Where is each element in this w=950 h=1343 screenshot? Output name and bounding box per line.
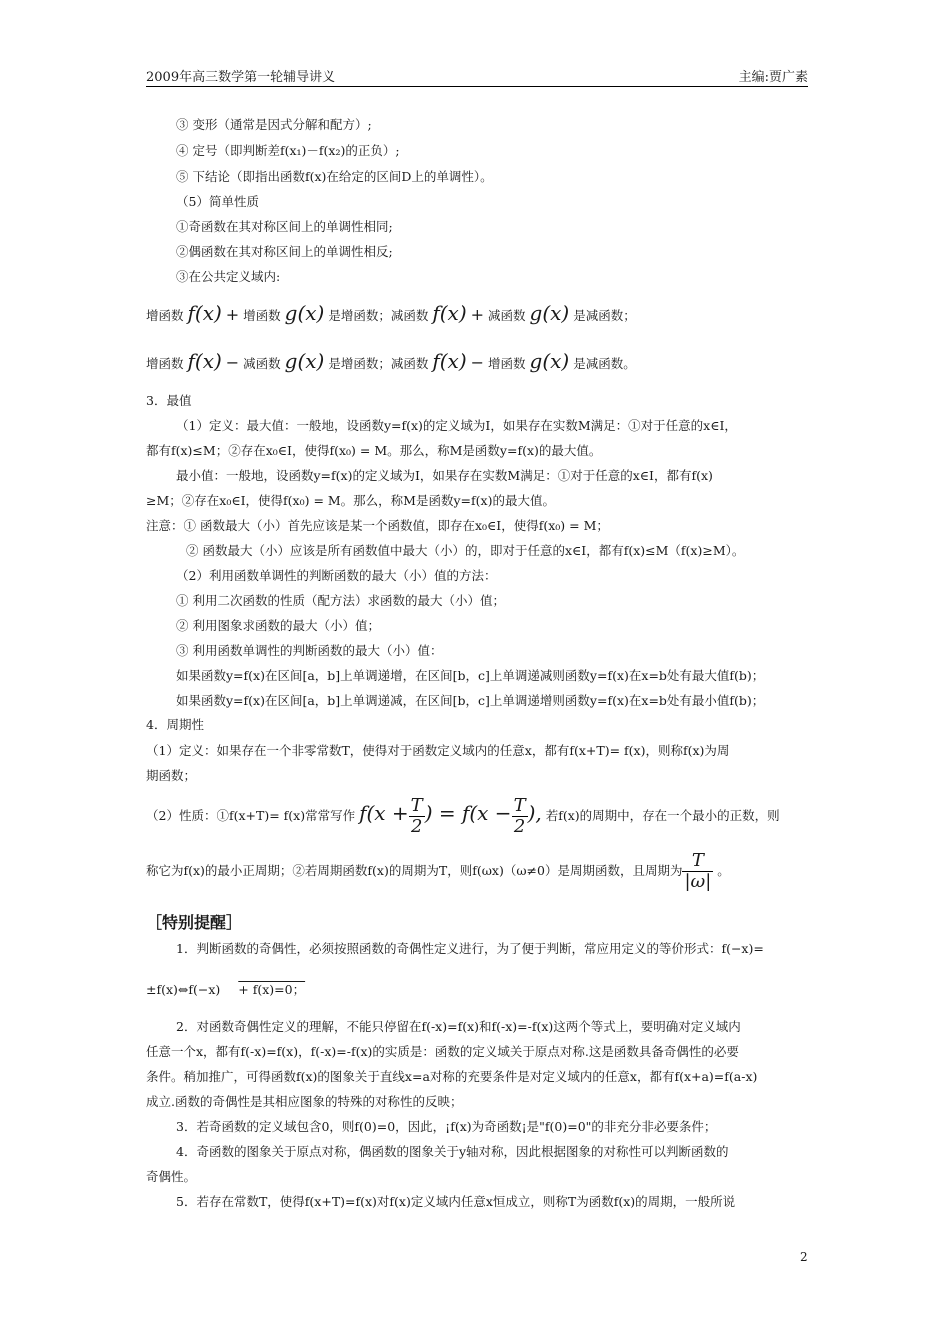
property-3: ③在公共定义域内: — [176, 269, 281, 284]
tip-3: 3．若奇函数的定义域包含0，则f(0)=0，因此，¡f(x)为奇函数¡是"f(0)=0"的非充分非必要条件； — [176, 1119, 717, 1134]
method-heading: （2）利用函数单调性的判断函数的最大（小）值的方法： — [176, 568, 497, 583]
tip-2-line3: 条件。稍加推广，可得函数f(x)的图象关于直线x=a对称的充要条件是对定义域内的任意x，都有f(x+a)=f(a-x) — [146, 1069, 758, 1084]
section-periodicity: 4．周期性 — [146, 717, 204, 732]
simple-properties-heading: （5）简单性质 — [176, 194, 259, 209]
note-1: 注意：① 函数最大（小）首先应该是某一个函数值，即存在x₀∈I，使得f(x₀) = M； — [146, 518, 609, 533]
method-3: ③ 利用函数单调性的判断函数的最大（小）值： — [176, 643, 443, 658]
period-property: （2）性质：①f(x+T)= f(x)常常写作 f(x + $\frac{T}{2}$ ) = f(x − $\frac{T}{2}$ ), 若f(x)的周期中，存在一个最小的正数，则 — [146, 795, 780, 837]
period-def-2: 期函数； — [146, 768, 197, 783]
max-case: 如果函数y=f(x)在区间[a，b]上单调递增，在区间[b，c]上单调递减则函数y=f(x)在x=b处有最大值f(b)； — [176, 668, 765, 683]
method-1: ① 利用二次函数的性质（配方法）求函数的最大（小）值； — [176, 593, 505, 608]
tip-2: 2．对函数奇偶性定义的理解，不能只停留在f(-x)=f(x)和f(-x)=-f(x)这两个等式上，要明确对定义域内 — [176, 1019, 741, 1034]
tip-5: 5．若存在常数T，使得f(x+T)=f(x)对f(x)定义域内任意x恒成立，则称T为函数f(x)的周期，一般所说 — [176, 1194, 736, 1209]
special-reminder-title: ［特别提醒］ — [146, 913, 243, 932]
fraction-t-over-2: $\frac{T}{2}$ — [410, 795, 423, 837]
min-case: 如果函数y=f(x)在区间[a，b]上单调递减，在区间[b，c]上单调递增则函数y=f(x)在x=b处有最小值f(b)； — [176, 693, 765, 708]
fraction-t-over-2b: $\frac{T}{2}$ — [513, 795, 526, 837]
tip-4-cont: 奇偶性。 — [146, 1169, 197, 1184]
page-header — [146, 64, 808, 87]
tip-2-line2: 任意一个x，都有f(-x)=f(x)，f(-x)=-f(x)的实质是：函数的定义域关于原点对称.这是函数具备奇偶性的必要 — [146, 1044, 739, 1059]
min-def-1: 最小值：一般地，设函数y=f(x)的定义域为I，如果存在实数M满足：①对于任意的x∈I，都有f(x) — [176, 468, 713, 483]
min-period-line: 称它为f(x)的最小正周期；②若周期函数f(x)的周期为T，则f(ωx)（ω≠0）是周期函数，且周期为 $\frac{T}{|\omega|}$ 。 — [146, 850, 730, 892]
page-number: 2 — [800, 1250, 808, 1264]
max-def-2: 都有f(x)≤M；②存在x₀∈I，使得f(x₀) = M。那么，称M是函数y=f(x)的最大值。 — [146, 443, 602, 458]
tip-1: 1．判断函数的奇偶性，必须按照函数的奇偶性定义进行，为了便于判断，常应用定义的等价形式：f(−x)= — [176, 941, 764, 956]
min-def-2: ≥M；②存在x₀∈I，使得f(x₀) = M。那么，称M是函数y=f(x)的最大值。 — [146, 493, 555, 508]
tip-2-line4: 成立.函数的奇偶性是其相应图象的特殊的对称性的反映； — [146, 1094, 463, 1109]
fraction-t-over-omega: $\frac{T}{|\omega|}$ — [684, 850, 712, 892]
monotonic-rule-diff: 增函数 f(x) − 减函数 g(x) 是增函数；减函数 f(x) − 增函数 g(x) 是减函数。 — [146, 349, 636, 373]
section-extreme-values: 3．最值 — [146, 393, 192, 408]
note-2: ② 函数最大（小）应该是所有函数值中最大（小）的，即对于任意的x∈I，都有f(x)≤M（f(x)≥M）。 — [186, 543, 745, 558]
max-def-1: （1）定义：最大值：一般地，设函数y=f(x)的定义域为I，如果存在实数M满足：①对于任意的x∈I， — [176, 418, 737, 433]
period-def-1: （1）定义：如果存在一个非零常数T，使得对于函数定义域内的任意x，都有f(x+T)= f(x)，则称f(x)为周 — [146, 743, 730, 758]
method-2: ② 利用图象求函数的最大（小）值； — [176, 618, 380, 633]
step-5: ⑤ 下结论（即指出函数f(x)在给定的区间D上的单调性）。 — [176, 169, 493, 184]
tip-1-cont: ±f(x)⇔f(−x) + f(x)=0； — [146, 982, 306, 997]
header-title: 2009年高三数学第一轮辅导讲义 — [146, 70, 336, 85]
monotonic-rule-sum: 增函数 f(x) + 增函数 g(x) 是增函数；减函数 f(x) + 减函数 g(x) 是减函数； — [146, 301, 636, 325]
header-author: 主编:贾广素 — [738, 70, 808, 85]
tip-4: 4．奇函数的图象关于原点对称，偶函数的图象关于y轴对称，因此根据图象的对称性可以判断函数的 — [176, 1144, 729, 1159]
step-3: ③ 变形（通常是因式分解和配方）; — [176, 117, 372, 132]
property-2: ②偶函数在其对称区间上的单调性相反; — [176, 244, 393, 259]
step-4: ④ 定号（即判断差f(x₁)－f(x₂)的正负）; — [176, 143, 400, 158]
property-1: ①奇函数在其对称区间上的单调性相同; — [176, 219, 393, 234]
